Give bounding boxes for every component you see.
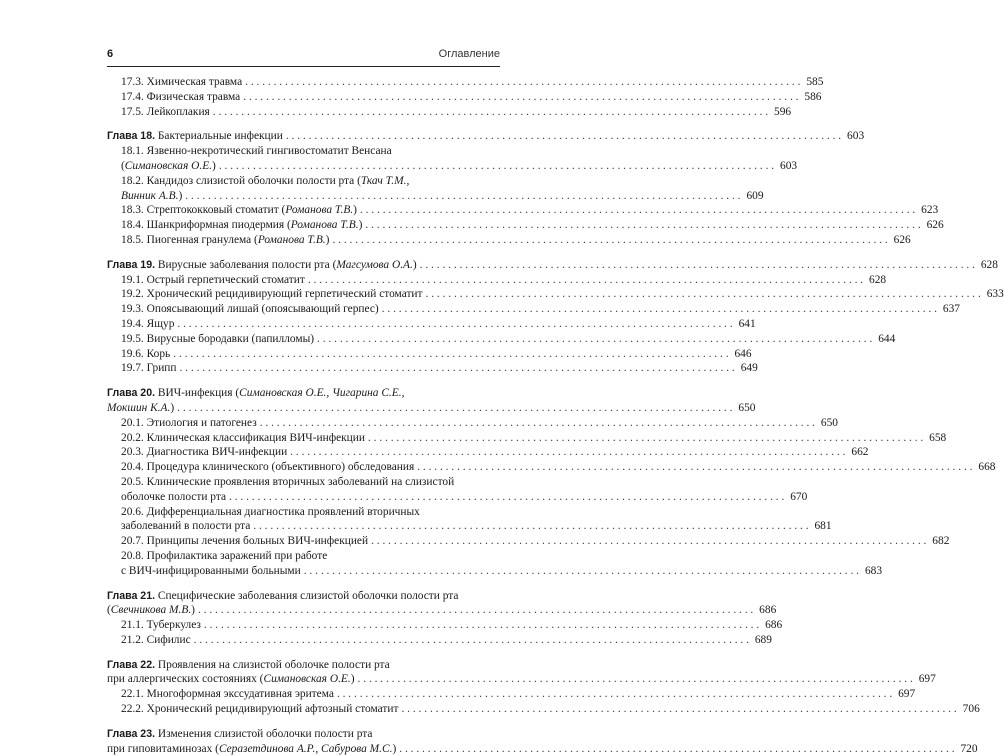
dot-leader [401,702,956,717]
toc-page-number: 586 [804,90,822,103]
toc-entry[interactable] [107,505,500,520]
toc-page-number: 649 [740,362,758,375]
dot-leader [382,302,937,317]
toc-page-number: 637 [942,303,960,316]
chapter-title: Изменения слизистой оболочки полости рта [155,727,373,740]
toc-entry[interactable] [107,618,783,633]
toc-chapter-heading [107,727,372,742]
toc-entry-title: заболеваний в полости рта [121,520,251,533]
toc-entry-continued[interactable] [107,159,798,174]
toc-entry-authors [107,742,396,756]
toc-page-number: 697 [918,673,936,686]
toc-entry-title: 21.2. Сифилис [121,633,191,646]
toc-chapter[interactable] [107,727,500,742]
chapter-label: Глава 21. [107,589,156,602]
toc-entry-authors [107,401,174,416]
chapter-title: Бактериальные инфекции [155,130,283,143]
toc-page-number: 720 [960,742,978,755]
author-name: Симановская О.Е., Чигарина С.Е., [239,387,405,400]
running-head [107,48,500,64]
toc-entry-title: 20.1. Этиология и патогенез [121,416,257,429]
dot-leader [260,416,815,431]
toc-entry-title: 19.6. Корь [121,347,171,360]
author-name: Романова Т.В. [290,219,359,232]
toc-page-number: 706 [962,703,980,716]
toc-entry[interactable] [107,144,500,159]
author-name: Мокшин К.А. [107,401,171,414]
dot-leader [304,564,859,579]
toc-page-number: 641 [738,317,756,330]
toc-page-number: 585 [806,76,824,88]
toc-entry-title: 20.5. Клинические проявления вторичных заболеваний на слизистой [121,475,455,488]
chapter-label: Глава 22. [107,658,156,671]
dot-leader [417,460,972,475]
toc-page-number: 682 [932,535,950,548]
dot-leader [399,742,954,756]
paren-close: ) [325,233,330,246]
dot-leader [420,258,975,273]
toc-entry-authors [107,603,195,618]
toc-chapter[interactable] [107,258,998,273]
dot-leader [177,401,732,416]
dot-leader [213,105,768,120]
toc-entry-title: 18.1. Язвенно-некротический гингивостоматит Венсана [121,145,392,158]
author-name: Симановская О.Е. [263,673,351,686]
entry-text: 18.5. Пиогенная гранулема ( [121,233,258,246]
toc-entry[interactable] [107,287,1004,302]
toc-page-number: 626 [926,219,944,232]
toc-page-number: 628 [869,273,887,286]
paren-close: ) [353,204,357,217]
toc-entry[interactable] [107,702,980,717]
paren-close: ) [412,258,417,271]
author-name: Серазетдинова А.Р., Сабурова М.С. [218,742,393,755]
toc-entry[interactable] [107,416,838,431]
chapter-title: Специфические заболевания слизистой оболочки полости рта [155,589,459,602]
toc-chapter[interactable] [107,129,865,144]
paren-close: ) [350,673,355,686]
toc-page-number: 609 [746,189,764,202]
toc-entry-authors [121,159,216,174]
entry-text: при аллергических состояниях ( [107,673,264,686]
toc-entry-continued[interactable] [107,519,832,534]
toc-entry[interactable] [107,174,500,189]
toc-page-number: 683 [864,564,883,577]
dot-leader [185,189,740,204]
chapter-title: ВИЧ-инфекция ( [155,387,240,400]
paren-close: ) [170,401,175,414]
toc-entry[interactable] [107,273,887,288]
toc-page-number: 633 [986,288,1004,301]
dot-leader [371,534,926,549]
table-of-contents [107,75,1004,756]
dot-leader [194,633,749,648]
toc-entry-title: 19.2. Хронический рецидивирующий герпетический стоматит [121,288,423,301]
dot-leader [243,90,798,105]
toc-entry-title: 17.3. Химическая травма [121,76,243,88]
toc-page-number: 603 [847,130,865,143]
chapter-label: Глава 20. [107,387,156,400]
author-name: Ткач Т.М., [360,174,410,187]
author-name: Винник А.В. [121,189,179,202]
chapter-label: Глава 18. [107,130,156,143]
chapter-title: Проявления на слизистой оболочке полости рта [155,658,390,671]
toc-page-number: 596 [774,105,792,118]
toc-page-number: 662 [851,446,869,459]
toc-page-number: 658 [929,431,947,444]
dot-leader [245,75,800,90]
toc-entry-title: 20.6. Дифференциальная диагностика проявлений вторичных [121,505,420,518]
toc-entry[interactable] [107,431,947,446]
dot-leader [198,603,753,618]
toc-entry-title: 20.3. Диагностика ВИЧ-инфекции [121,446,288,459]
toc-entry-continued[interactable] [107,564,883,579]
dot-leader [368,431,923,446]
toc-page-number: 686 [759,604,777,617]
toc-page-number: 628 [980,258,998,271]
dot-leader [179,361,734,376]
toc-entry-title: 19.3. Опоясывающий лишай (опоясывающий герпес) [121,303,379,316]
toc-chapter-continued[interactable] [107,672,936,687]
toc-page-number: 650 [820,416,838,429]
toc-entry-title: 19.1. Острый герпетический стоматит [121,273,305,286]
toc-chapter[interactable] [107,658,500,673]
toc-entry[interactable] [107,317,756,332]
toc-entry-continued[interactable] [107,189,764,204]
toc-entry[interactable] [107,347,752,362]
toc-entry-title: 20.8. Профилактика заражений при работе [121,549,328,562]
toc-chapter-continued[interactable] [107,603,777,618]
section-title: Оглавление [438,48,500,60]
dot-leader [332,233,887,248]
toc-entry-title: 20.7. Принципы лечения больных ВИЧ-инфекцией [121,535,369,548]
toc-entry-title [121,233,329,248]
dot-leader [253,519,808,534]
dot-leader [426,287,981,302]
dot-leader [173,347,728,362]
chapter-label: Глава 23. [107,727,156,740]
paren-close: ) [191,604,195,617]
header-rule [107,66,500,67]
toc-entry-title [121,174,409,189]
toc-entry[interactable] [107,332,896,347]
toc-page-number: 626 [893,233,911,246]
toc-page-number: 668 [978,461,996,474]
toc-entry-title: с ВИЧ-инфицированными больными [121,564,301,577]
dot-leader [337,687,892,702]
toc-entry[interactable] [107,203,939,218]
dot-leader [317,332,872,347]
toc-entry[interactable] [107,460,996,475]
toc-entry-title: 19.7. Грипп [121,362,177,375]
toc-entry-authors [107,672,355,687]
dot-leader [308,273,863,288]
toc-entry-title: 19.5. Вирусные бородавки (папилломы) [121,332,315,345]
dot-leader [219,159,774,174]
toc-chapter-heading [107,258,417,273]
toc-entry-title [121,203,357,218]
toc-chapter[interactable] [107,386,500,401]
toc-entry-title [121,218,362,233]
toc-chapter-heading [107,589,458,604]
toc-entry-title: 22.1. Многоформная экссудативная эритема [121,688,334,701]
author-name: Магсумова О.А. [336,258,413,271]
toc-entry[interactable] [107,549,500,564]
toc-entry-authors [121,189,182,204]
toc-entry[interactable] [107,90,822,105]
chapter-title: Вирусные заболевания полости рта ( [155,258,337,271]
toc-entry[interactable] [107,475,500,490]
toc-page-number: 623 [921,204,939,217]
dot-leader [177,317,732,332]
author-name: Романова Т.В. [285,204,354,217]
paren-open: ( [121,159,125,172]
dot-leader [360,203,915,218]
toc-entry-title: оболочке полости рта [121,490,227,503]
toc-chapter-heading [107,386,404,401]
toc-chapter-heading [107,129,283,144]
toc-entry[interactable] [107,233,911,248]
toc-entry-title: 17.5. Лейкоплакия [121,105,210,118]
toc-entry[interactable] [107,361,758,376]
toc-entry-title: 20.2. Клиническая классификация ВИЧ-инфекции [121,431,365,444]
chapter-label: Глава 19. [107,258,156,271]
toc-page-number: 603 [780,159,798,172]
toc-page-number: 670 [790,490,808,503]
dot-leader [204,618,759,633]
toc-entry[interactable] [107,687,916,702]
entry-text: 18.2. Кандидоз слизистой оболочки полости рта ( [121,174,361,187]
toc-page-number: 681 [814,520,832,533]
toc-page-number: 650 [738,401,756,414]
page-number: 6 [107,48,114,60]
toc-page-number: 697 [898,688,916,701]
toc-chapter[interactable] [107,589,500,604]
toc-page-number: 686 [765,619,783,632]
dot-leader [365,218,920,233]
dot-leader [286,129,841,144]
toc-entry[interactable] [107,633,772,648]
paren-close: ) [178,189,183,202]
paren-close: ) [212,159,216,172]
entry-text: 18.4. Шанкриформная пиодермия ( [121,219,291,232]
toc-chapter-continued[interactable] [107,401,756,416]
dot-leader [290,445,845,460]
author-name: Романова Т.В. [257,233,326,246]
toc-entry-title: 19.4. Ящур [121,317,175,330]
toc-entry[interactable] [107,105,792,120]
toc-chapter-continued[interactable] [107,742,978,756]
toc-entry-continued[interactable] [107,490,808,505]
paren-open: ( [107,604,111,617]
toc-entry-title: 17.4. Физическая травма [121,90,241,103]
toc-chapter-heading [107,658,390,673]
toc-entry-title: 21.1. Туберкулез [121,619,201,632]
toc-page-number: 644 [878,332,896,345]
toc-entry-title: 20.4. Процедура клинического (объективного) обследования [121,461,415,474]
toc-page-number: 646 [734,347,752,360]
entry-text: при гиповитаминозах ( [107,742,219,755]
toc-entry[interactable] [107,302,960,317]
toc-entry[interactable] [107,75,824,90]
dot-leader [358,672,913,687]
toc-entry[interactable] [107,534,950,549]
paren-close: ) [392,742,397,755]
author-name: Свечникова М.В. [110,604,192,617]
toc-page-number: 689 [754,633,772,646]
dot-leader [229,490,784,505]
toc-entry[interactable] [107,218,944,233]
paren-close: ) [358,219,363,232]
toc-entry[interactable] [107,445,869,460]
toc-entry-title: 22.2. Хронический рецидивирующий афтозный стоматит [121,703,399,716]
entry-text: 18.3. Стрептококковый стоматит ( [121,204,286,217]
author-name: Симановская О.Е. [124,159,213,172]
